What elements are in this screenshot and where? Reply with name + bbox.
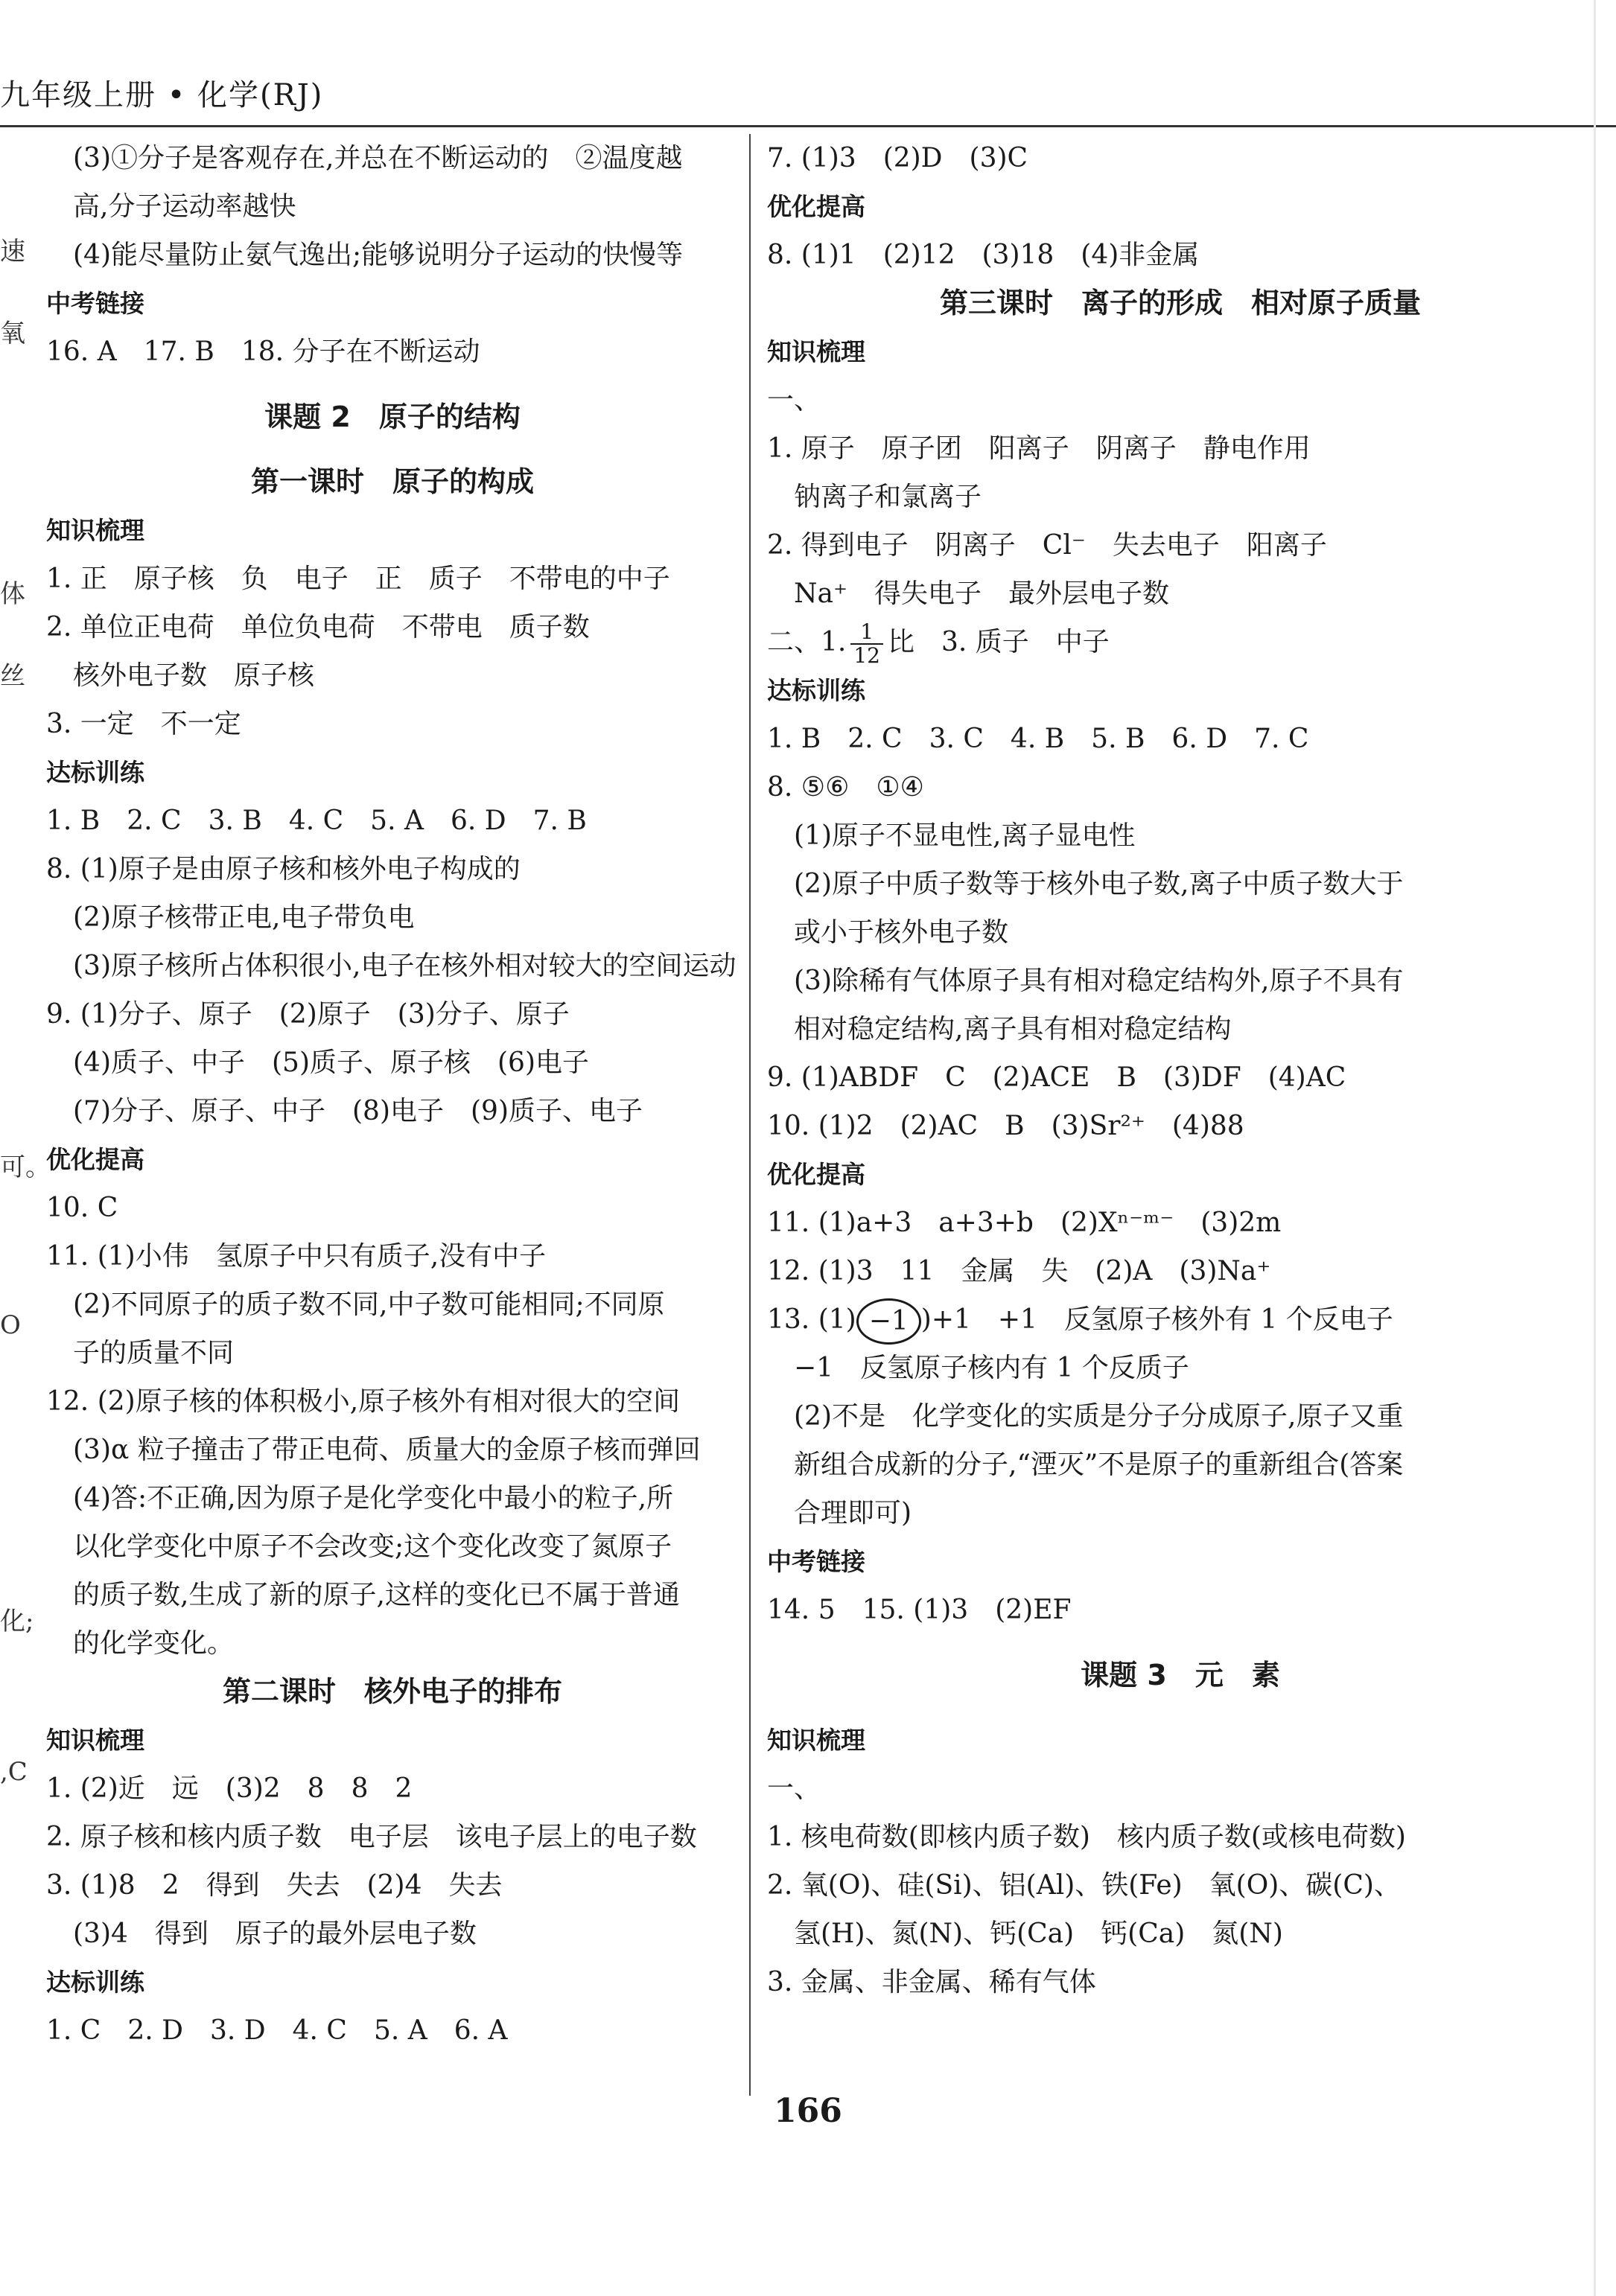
- line-suffix: )+1 +1 反氢原子核外有 1 个反电子: [920, 1304, 1393, 1335]
- answer-line: 8. (1)原子是由原子核和核外电子构成的: [46, 854, 521, 884]
- answer-line: 10. (1)2 (2)AC B (3)Sr²⁺ (4)88: [767, 1111, 1244, 1141]
- header-rule-right: [780, 125, 1616, 127]
- answer-line: 以化学变化中原子不会改变;这个变化改变了氮原子: [73, 1531, 672, 1562]
- answer-line: 9. (1)ABDF C (2)ACE B (3)DF (4)AC: [767, 1062, 1346, 1093]
- answer-line: 1. C 2. D 3. D 4. C 5. A 6. A: [46, 2015, 508, 2046]
- answer-line: 11. (1)小伟 氢原子中只有质子,没有中子: [46, 1241, 547, 1272]
- answer-line: (3)4 得到 原子的最外层电子数: [73, 1919, 477, 1949]
- answer-line: (4)能尽量防止氨气逸出;能够说明分子运动的快慢等: [73, 240, 684, 270]
- section-heading: 知识梳理: [767, 337, 865, 366]
- margin-fragment: 速: [0, 237, 25, 267]
- margin-fragment: O: [0, 1310, 21, 1340]
- line-suffix: 比 3. 质子 中子: [888, 627, 1110, 657]
- answer-line: (2)原子核带正电,电子带负电: [73, 902, 415, 933]
- answer-line: 一、: [767, 385, 821, 415]
- answer-line: 8. (1)1 (2)12 (3)18 (4)非金属: [767, 240, 1200, 270]
- answer-line: (4)答:不正确,因为原子是化学变化中最小的粒子,所: [73, 1483, 674, 1514]
- answer-line: (7)分子、原子、中子 (8)电子 (9)质子、电子: [73, 1096, 643, 1126]
- answer-line: 钠离子和氯离子: [794, 482, 982, 512]
- answer-line: 1. B 2. C 3. C 4. B 5. B 6. D 7. C: [767, 724, 1309, 754]
- answer-line: 7. (1)3 (2)D (3)C: [767, 143, 1028, 173]
- line-prefix: 13. (1): [767, 1304, 856, 1335]
- answer-line: −1 反氢原子核内有 1 个反质子: [794, 1353, 1189, 1383]
- answer-line: 合理即可): [794, 1498, 912, 1528]
- answer-line: 8. ⑤⑥ ①④: [767, 772, 924, 803]
- answer-line: (3)α 粒子撞击了带正电荷、质量大的金原子核而弹回: [73, 1435, 701, 1465]
- answer-line: (3)①分子是客观存在,并总在不断运动的 ②温度越: [73, 143, 683, 173]
- section-heading: 中考链接: [46, 289, 144, 318]
- answer-line-fraction: [767, 618, 1594, 666]
- fraction-numerator: 1: [850, 621, 883, 645]
- answer-line: 3. 一定 不一定: [46, 709, 241, 739]
- section-heading: 达标训练: [767, 676, 865, 705]
- answer-line: (1)原子不显电性,离子显电性: [794, 820, 1136, 851]
- answer-line: (4)质子、中子 (5)质子、原子核 (6)电子: [73, 1047, 589, 1078]
- section-heading: 知识梳理: [46, 1726, 144, 1755]
- margin-fragment: 丝: [0, 661, 25, 691]
- section-heading: 优化提高: [767, 1160, 865, 1189]
- answer-line: 1. (2)近 远 (3)2 8 8 2: [46, 1773, 413, 1804]
- circled-charge: −1: [856, 1298, 921, 1345]
- answer-line: 2. 氧(O)、硅(Si)、铝(Al)、铁(Fe) 氧(O)、碳(C)、: [767, 1870, 1401, 1901]
- lesson-title: 第三课时 离子的形成 相对原子质量: [939, 287, 1421, 319]
- margin-fragment: 可。: [0, 1152, 51, 1182]
- page-number: 166: [774, 2092, 842, 2130]
- answer-line: 新组合成新的分子,“湮灭”不是原子的重新组合(答案: [794, 1450, 1404, 1480]
- answer-line: 3. (1)8 2 得到 失去 (2)4 失去: [46, 1870, 503, 1901]
- answer-line: (2)不是 化学变化的实质是分子分成原子,原子又重: [794, 1401, 1404, 1432]
- line-prefix: 二、1.: [767, 627, 847, 657]
- answer-line: 1. B 2. C 3. B 4. C 5. A 6. D 7. B: [46, 806, 587, 836]
- answer-line: 2. 单位正电荷 单位负电荷 不带电 质子数: [46, 612, 590, 642]
- answer-line: 14. 5 15. (1)3 (2)EF: [767, 1595, 1072, 1625]
- answer-line: (3)除稀有气体原子具有相对稳定结构外,原子不具有: [794, 966, 1404, 996]
- left-column: [46, 134, 739, 2055]
- lesson-title: 第二课时 核外电子的排布: [222, 1675, 562, 1708]
- header-title: 九年级上册 • 化学(RJ): [0, 78, 324, 112]
- section-heading: 中考链接: [767, 1547, 865, 1576]
- lesson-title: 课题 2 原子的结构: [264, 401, 521, 433]
- margin-fragment: 氧: [0, 319, 25, 348]
- lesson-title: 课题 3 元 素: [1081, 1659, 1280, 1691]
- column-divider: [749, 134, 751, 2096]
- margin-fragment: 体: [0, 579, 25, 609]
- answer-line: 12. (2)原子核的体积极小,原子核外有相对很大的空间: [46, 1386, 681, 1417]
- section-heading: 达标训练: [46, 1968, 144, 1997]
- answer-line: (2)不同原子的质子数不同,中子数可能相同;不同原: [73, 1289, 665, 1320]
- answer-line: 1. 核电荷数(即核内质子数) 核内质子数(或核电荷数): [767, 1822, 1406, 1852]
- answer-line: 氢(H)、氮(N)、钙(Ca) 钙(Ca) 氮(N): [794, 1919, 1283, 1949]
- page-edge: [1594, 0, 1596, 2296]
- answer-line: 核外电子数 原子核: [73, 660, 315, 691]
- answer-line: 相对稳定结构,离子具有相对稳定结构: [794, 1014, 1232, 1045]
- answer-line: 10. C: [46, 1193, 118, 1223]
- answer-line: 或小于核外电子数: [794, 917, 1009, 948]
- answer-line: 的化学变化。: [73, 1628, 235, 1659]
- fraction-denominator: 12: [853, 643, 880, 668]
- section-heading: 知识梳理: [46, 516, 144, 545]
- section-heading: 优化提高: [46, 1145, 144, 1174]
- answer-line: 2. 得到电子 阴离子 Cl⁻ 失去电子 阳离子: [767, 530, 1327, 561]
- margin-fragment: ,C: [0, 1757, 28, 1787]
- header-rule: [0, 125, 780, 127]
- answer-line: 子的质量不同: [73, 1338, 235, 1368]
- section-heading: 知识梳理: [767, 1726, 865, 1755]
- margin-fragment: 化;: [0, 1607, 34, 1636]
- answer-line: 11. (1)a+3 a+3+b (2)Xⁿ⁻ᵐ⁻ (3)2m: [767, 1208, 1282, 1238]
- right-column: [767, 134, 1594, 2006]
- lesson-title: 第一课时 原子的构成: [250, 465, 534, 498]
- answer-line: 12. (1)3 11 金属 失 (2)A (3)Na⁺: [767, 1256, 1271, 1286]
- section-heading: 达标训练: [46, 758, 144, 787]
- answer-line-circled: [767, 1295, 1594, 1344]
- answer-line: 3. 金属、非金属、稀有气体: [767, 1967, 1096, 1997]
- answer-line: 一、: [767, 1773, 821, 1804]
- answer-line: 9. (1)分子、原子 (2)原子 (3)分子、原子: [46, 999, 570, 1030]
- answer-line: (3)原子核所占体积很小,电子在核外相对较大的空间运动: [73, 951, 737, 981]
- section-heading: 优化提高: [767, 192, 865, 221]
- answer-line: 的质子数,生成了新的原子,这样的变化已不属于普通: [73, 1580, 680, 1610]
- answer-line: 2. 原子核和核内质子数 电子层 该电子层上的电子数: [46, 1822, 697, 1852]
- answer-line: 1. 正 原子核 负 电子 正 质子 不带电的中子: [46, 564, 670, 594]
- answer-line: (2)原子中质子数等于核外电子数,离子中质子数大于: [794, 869, 1404, 899]
- answer-line: 高,分子运动率越快: [73, 191, 296, 222]
- fraction: [850, 621, 883, 667]
- answer-line: 1. 原子 原子团 阳离子 阴离子 静电作用: [767, 433, 1311, 464]
- answer-line: 16. A 17. B 18. 分子在不断运动: [46, 337, 480, 367]
- answer-line: Na⁺ 得失电子 最外层电子数: [794, 578, 1169, 609]
